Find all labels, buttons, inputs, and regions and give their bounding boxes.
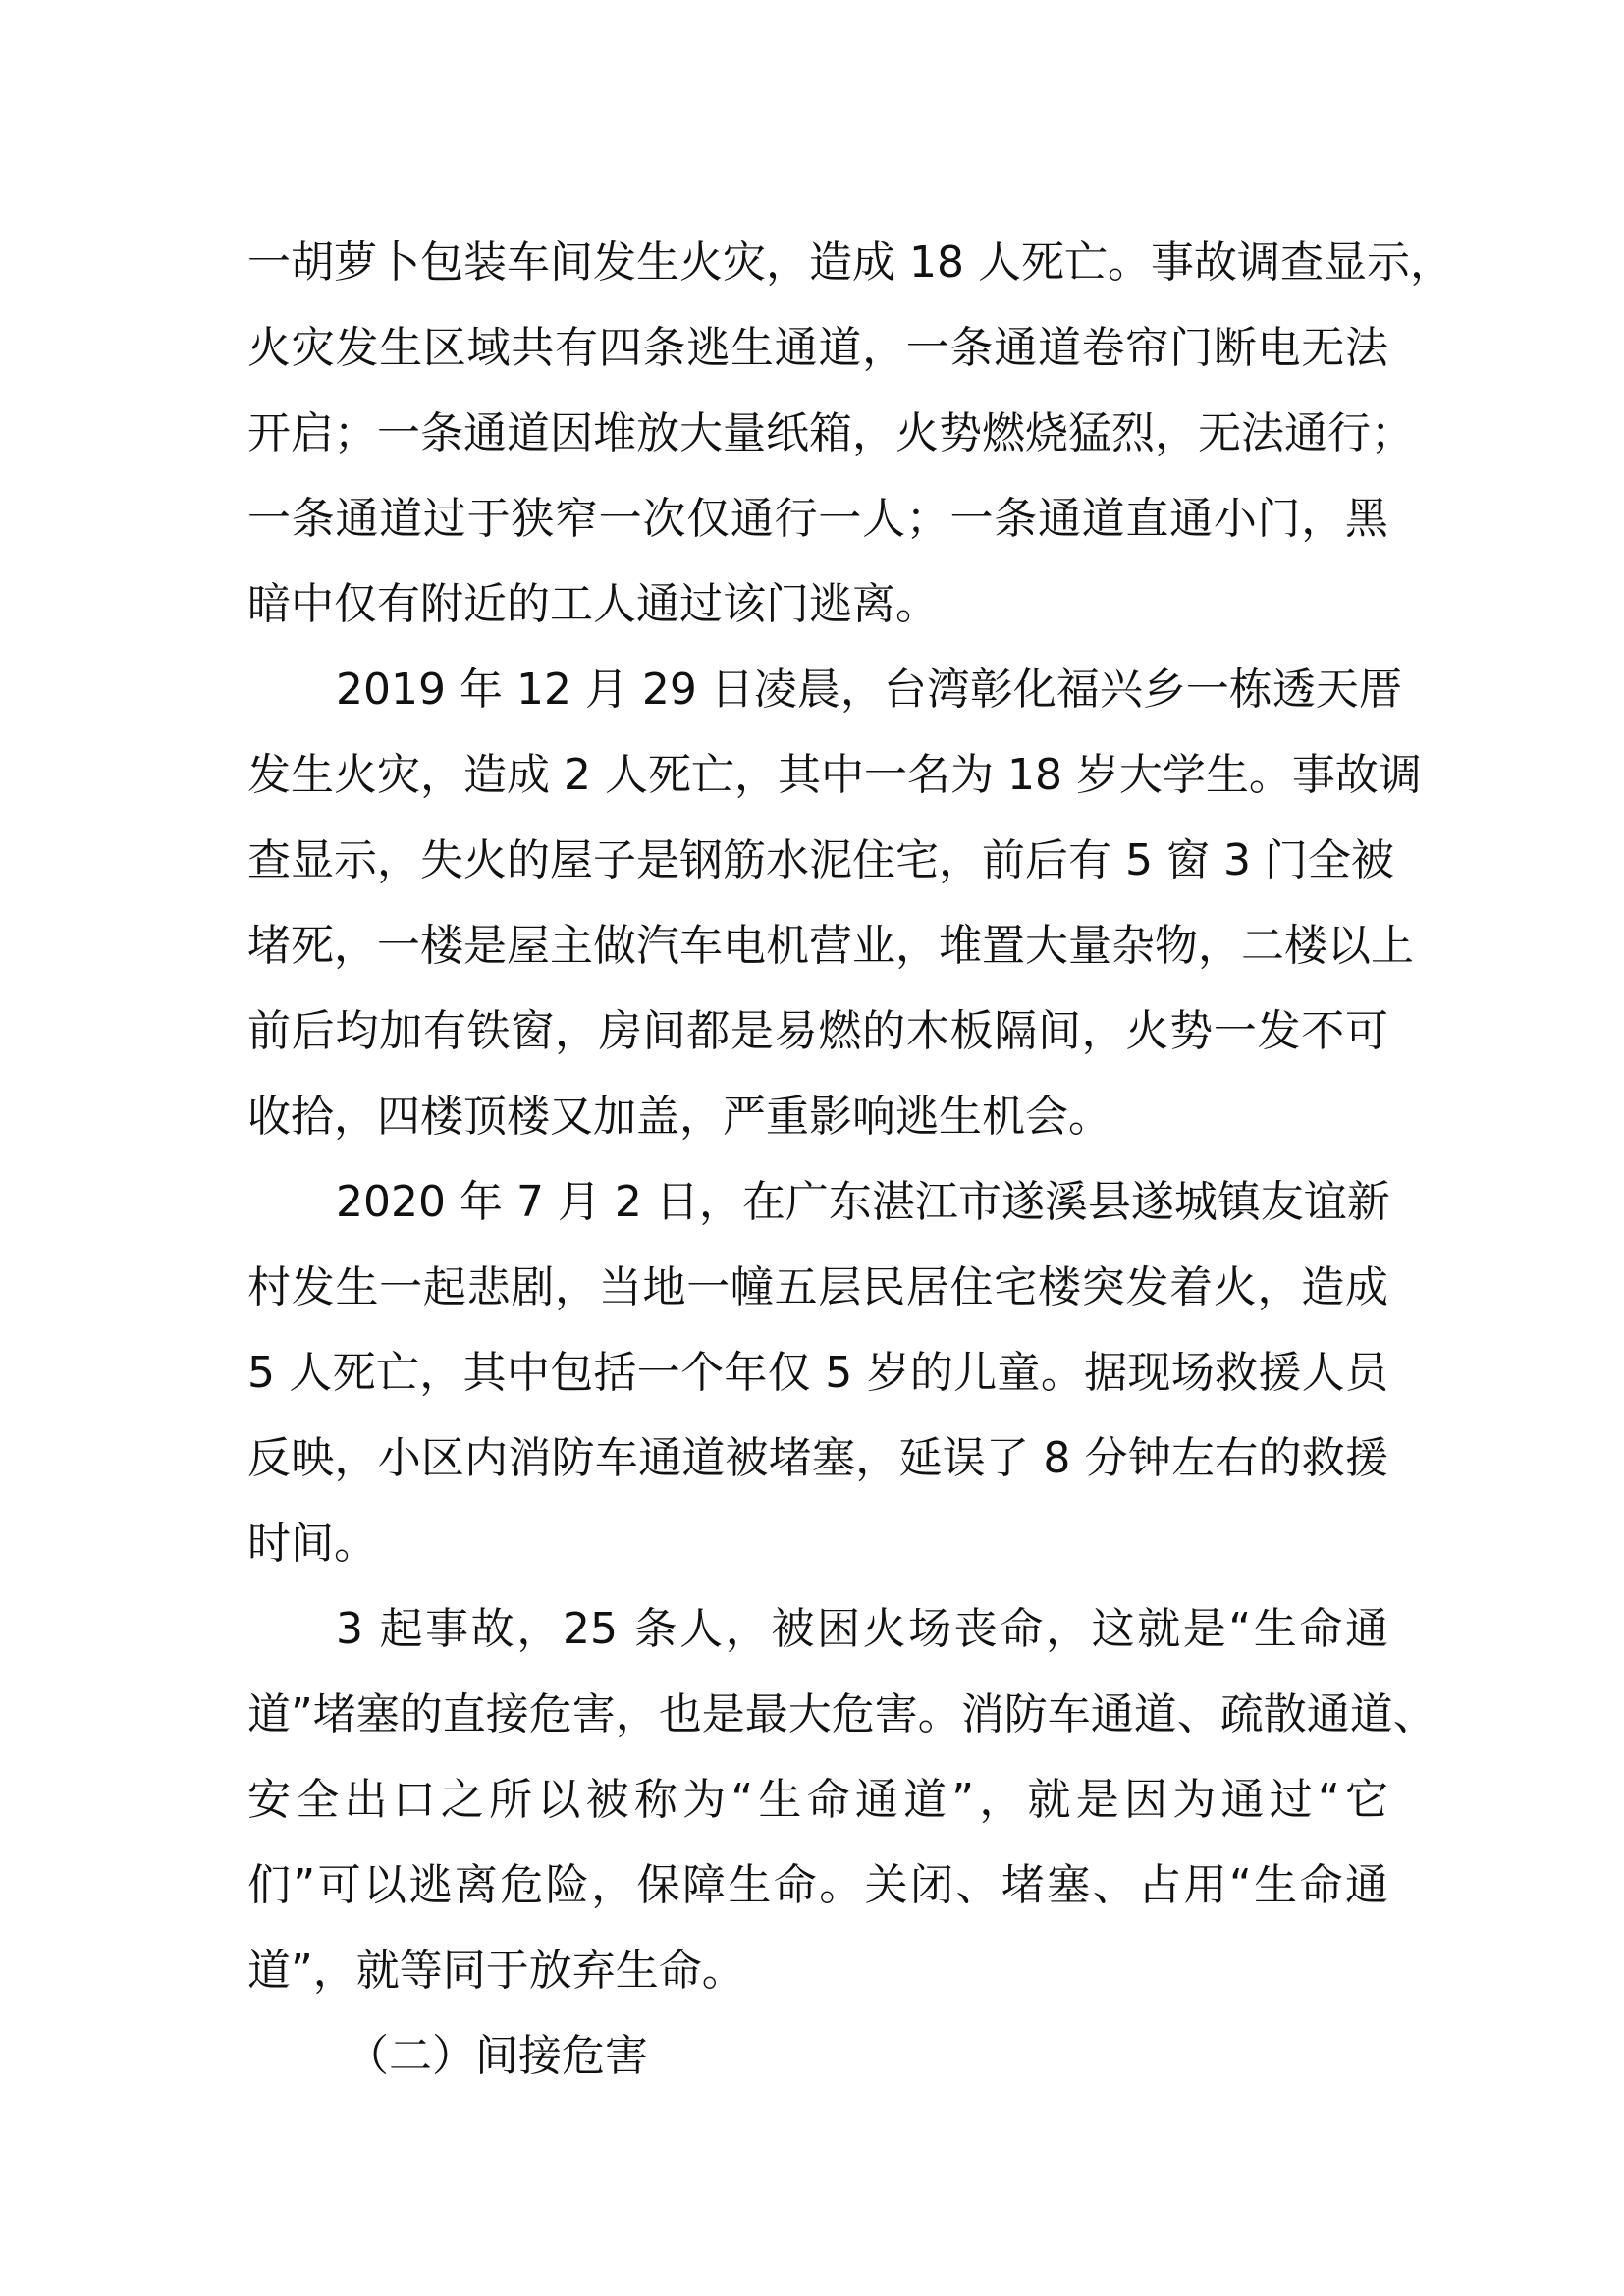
- text-line: 道”，就等同于放弃生命。: [247, 1946, 745, 1996]
- text-line: 开启；一条通道因堆放大量纸箱，火势燃烧猛烈，无法通行；: [247, 408, 1414, 458]
- text-line: 收拾，四楼顶楼又加盖，严重影响逃生机会。: [247, 1092, 1111, 1142]
- text-line: 一条通道过于狭窄一次仅通行一人；一条通道直通小门，黑: [247, 494, 1388, 544]
- text-line: 3 起事故，25 条人，被困火场丧命，这就是“生命通: [336, 1604, 1388, 1654]
- text-line: 5 人死亡，其中包括一个年仅 5 岁的儿童。据现场救援人员: [247, 1348, 1388, 1398]
- text-line: 一胡萝卜包装车间发生火灾，造成 18 人死亡。事故调查显示，: [247, 238, 1453, 288]
- text-line: 堵死，一楼是屋主做汽车电机营业，堆置大量杂物，二楼以上: [247, 921, 1414, 971]
- paragraph: [247, 1586, 1436, 2013]
- text-line: 安全出口之所以被称为“生命通道”，就是因为通过“它: [247, 1775, 1388, 1825]
- text-line: 时间。: [247, 1519, 377, 1569]
- text-line: 发生火灾，造成 2 人死亡，其中一名为 18 岁大学生。事故调: [247, 750, 1422, 800]
- paragraph: [247, 220, 1453, 647]
- text-line: 们”可以逃离危险，保障生命。关闭、堵塞、占用“生命通: [247, 1860, 1388, 1910]
- document-body: [247, 220, 1453, 2099]
- text-line: 2019 年 12 月 29 日凌晨，台湾彰化福兴乡一栋透天厝: [336, 665, 1402, 715]
- paragraph: [247, 1159, 1388, 1586]
- text-line: 2020 年 7 月 2 日，在广东湛江市遂溪县遂城镇友谊新: [336, 1177, 1390, 1227]
- text-line: 村发生一起悲剧，当地一幢五层民居住宅楼突发着火，造成: [247, 1262, 1388, 1312]
- text-line: 查显示，失火的屋子是钢筋水泥住宅，前后有 5 窗 3 门全被: [247, 835, 1394, 885]
- text-line: 火灾发生区域共有四条逃生通道，一条通道卷帘门断电无法: [247, 323, 1388, 373]
- text-line: 前后均加有铁窗，房间都是易燃的木板隔间，火势一发不可: [247, 1006, 1388, 1056]
- text-line: 道”堵塞的直接危害，也是最大危害。消防车通道、疏散通道、: [247, 1689, 1436, 1739]
- section-heading: （二）间接危害: [346, 2031, 648, 2081]
- text-line: 暗中仅有附近的工人通过该门逃离。: [247, 579, 939, 629]
- text-line: 反映，小区内消防车通道被堵塞，延误了 8 分钟左右的救援: [247, 1433, 1388, 1483]
- paragraph: [247, 647, 1422, 1159]
